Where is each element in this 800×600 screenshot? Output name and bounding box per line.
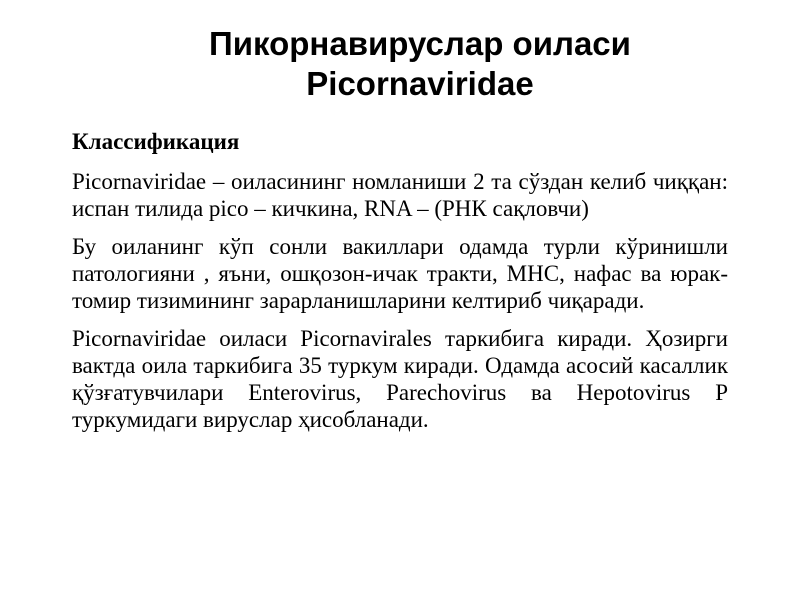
title-line-2: Picornaviridae	[306, 65, 534, 102]
title-line-1: Пикорнавируслар оиласи	[209, 25, 631, 62]
paragraph-2: Бу оиланинг кўп сонли вакиллари одамда турли кўринишли патологияни , яъни, ошқозон-ичак тракти, МНС, нафас ва юрак-томир тизимининг зарарланишларини келтириб чиқаради.	[72, 234, 728, 313]
slide-title	[120, 24, 720, 104]
slide-body	[72, 127, 728, 444]
paragraph-3: Picornaviridae оиласи Picornavirales таркибига киради. Ҳозирги вактда оила таркибига 35 туркум киради. Одамда асосий касаллик қўзғатувчилари Enterovirus, Parechovirus ва Hepotovirus P туркумидаги вируслар ҳисобланади.	[72, 326, 728, 432]
paragraph-1: Picornaviridae – оиласининг номланиши 2 та сўздан келиб чиққан: испан тилида pico – кичкина, RNA – (РНК сақловчи)	[72, 169, 728, 221]
section-heading: Классификация	[72, 129, 240, 154]
